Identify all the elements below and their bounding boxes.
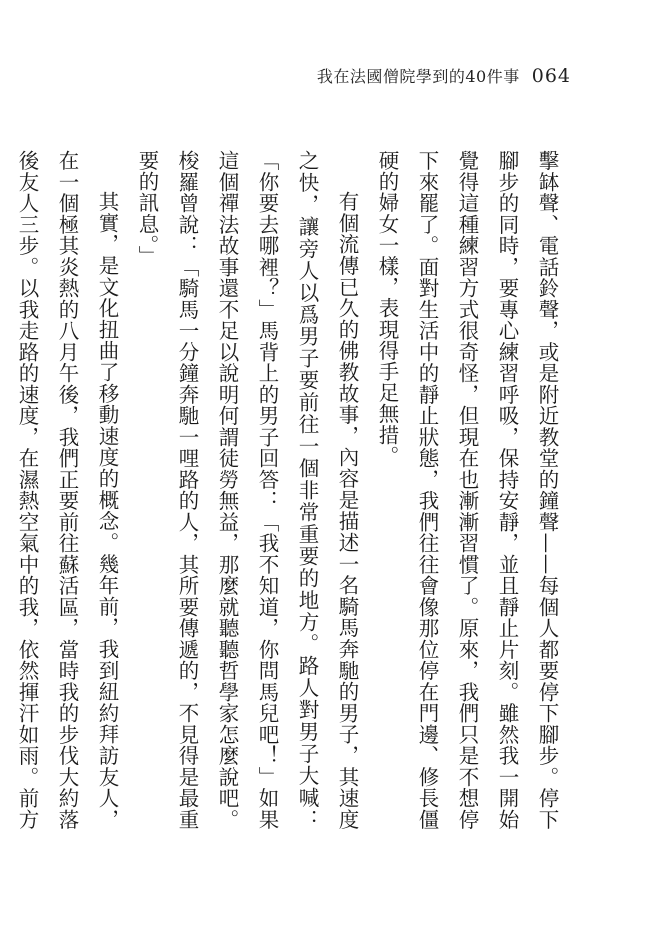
body-text xyxy=(15,150,567,830)
page-header xyxy=(317,64,571,87)
page-number: 064 xyxy=(531,65,571,87)
paragraph-2: 有個流傳已久的佛教故事，內容是描述一名騎馬奔馳的男子，其速度之快，讓旁人以爲男子要前往一個非常重要的地方。路人對男子大喊：「你要去哪裡？」馬背上的男子回答：「我不知道，你問馬兒吧！」如果這個禪法故事還不足以說明何謂徒勞無益，那麼就聽聽哲學家怎麼說吧。梭羅曾說：「騎馬一分鐘奔馳一哩路的人，其所要傳遞的，不見得是最重要的訊息。」 xyxy=(135,150,359,830)
paragraph-1: 擊缽聲、電話鈴聲，或是附近教堂的鐘聲——每個人都要停下腳步。停下腳步的同時，要專心練習呼吸，保持安靜，並且靜止片刻。雖然我一開始覺得這種練習方式很奇怪，但現在也漸漸習慣了。原來，我們只是不想停下來罷了。面對生活中的靜止狀態，我們往往會像那位停在門邊、修長僵硬的婦女一樣，表現得手足無措。 xyxy=(375,150,559,830)
paragraph-3: 其實，是文化扭曲了移動速度的概念。幾年前，我到紐約拜訪友人，在一個極其炎熱的八月午後，我們正要前往蘇活區，當時我的步伐大約落後友人三步。以我走路的速度，在濕熱空氣中的我，依然揮汗如雨。前方 xyxy=(15,150,119,830)
running-title: 我在法國僧院學到的40件事 xyxy=(316,67,520,86)
